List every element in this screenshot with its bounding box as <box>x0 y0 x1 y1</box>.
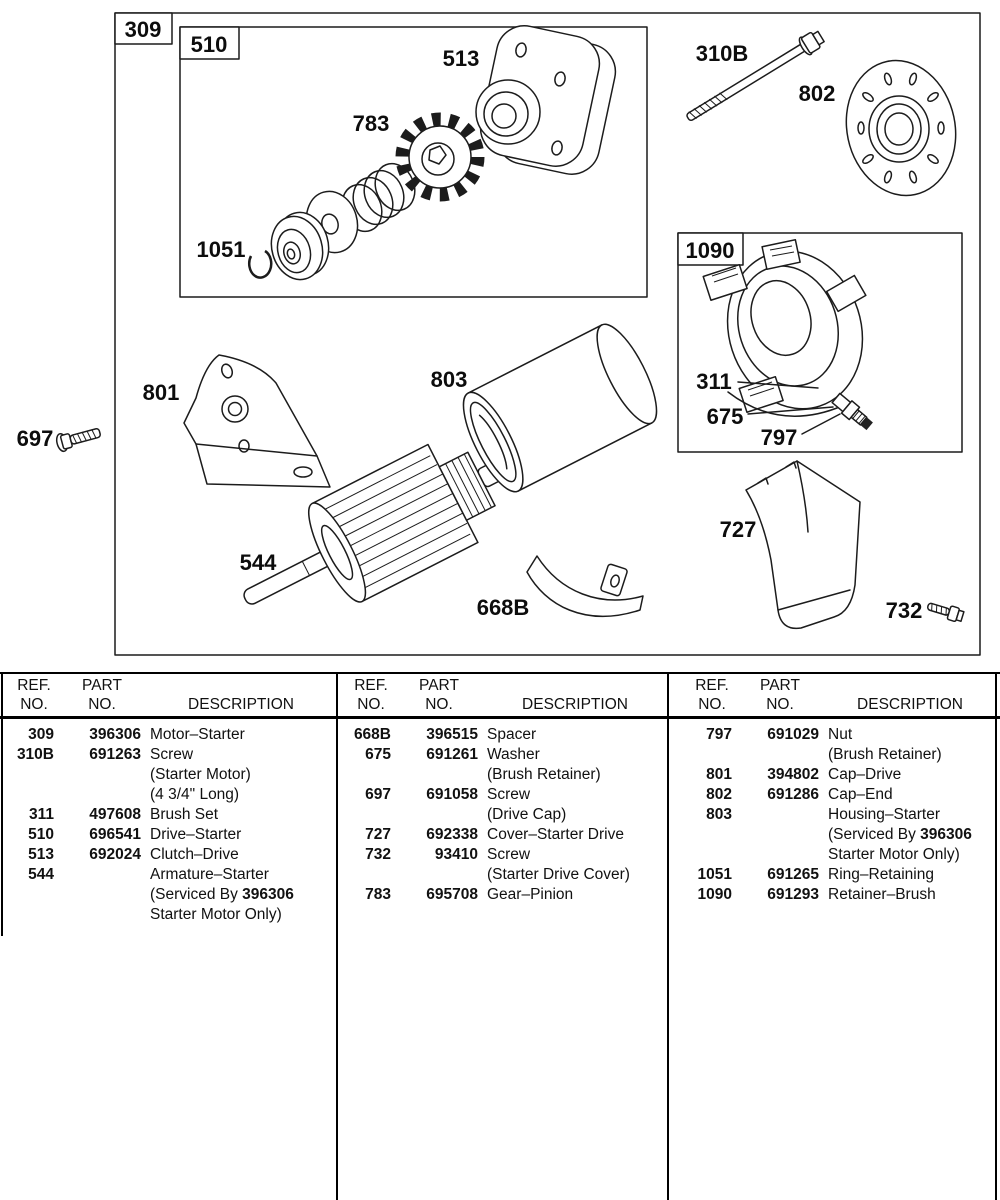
description-cell: Screw <box>150 746 194 763</box>
callout-802: 802 <box>798 81 836 106</box>
ref-no-cell <box>680 825 732 845</box>
part-header-line1: PART <box>419 677 459 694</box>
table-row <box>680 805 992 825</box>
description-cell: (Starter Motor) <box>150 766 251 783</box>
description-cell: Ring–Retaining <box>828 866 934 883</box>
callout-510: 510 <box>190 32 228 57</box>
description-cell: Nut <box>828 726 853 743</box>
table-row <box>680 885 992 905</box>
ref-no-cell: 1090 <box>697 886 732 903</box>
part-no-cell <box>63 885 141 905</box>
part-no-cell: 692024 <box>89 846 141 863</box>
callout-513: 513 <box>442 46 480 71</box>
parts-column-1 <box>2 676 332 925</box>
cap-drive-bracket-drawing <box>184 355 330 487</box>
desc-header-line1 <box>487 676 663 695</box>
description-cell: Clutch–Drive <box>150 846 239 863</box>
ref-no-cell <box>2 785 54 805</box>
leader-797 <box>802 414 840 434</box>
callout-727: 727 <box>719 517 757 542</box>
part-header-line2: NO. <box>766 696 794 713</box>
table-row-continuation <box>2 905 332 925</box>
table-right-border <box>995 672 997 1200</box>
ref-header-line2: NO. <box>698 696 726 713</box>
desc-header: DESCRIPTION <box>522 696 628 713</box>
description-cell: (Brush Retainer) <box>487 766 601 783</box>
table-row <box>339 885 663 905</box>
ref-no-cell: 544 <box>28 866 54 883</box>
retaining-ring-drawing <box>249 251 271 278</box>
clutch-drive-drawing <box>475 21 620 180</box>
description-cell: (Brush Retainer) <box>828 746 942 763</box>
ref-no-cell: 309 <box>28 726 54 743</box>
callout-732: 732 <box>885 598 923 623</box>
callout-668b: 668B <box>476 595 530 620</box>
part-no-cell <box>400 805 478 825</box>
part-no-cell: 691286 <box>767 786 819 803</box>
description-cell: (Serviced By 396306 <box>150 886 294 903</box>
table-row-continuation <box>2 765 332 785</box>
description-cell: (Drive Cap) <box>487 806 567 823</box>
table-row <box>339 785 663 805</box>
ref-no-cell: 697 <box>365 786 391 803</box>
table-separator-2 <box>667 672 669 1200</box>
ref-no-cell <box>339 865 391 885</box>
parts-column-2 <box>339 676 663 905</box>
cover-screw-drawing <box>926 599 965 623</box>
part-no-cell: 691293 <box>767 886 819 903</box>
part-no-cell <box>63 785 141 805</box>
table-row-continuation <box>2 885 332 905</box>
callout-803: 803 <box>430 367 468 392</box>
table-row-continuation <box>2 785 332 805</box>
table-row-continuation <box>680 845 992 865</box>
table-row-continuation <box>339 765 663 785</box>
description-cell: Brush Set <box>150 806 219 823</box>
part-no-cell: 692338 <box>426 826 478 843</box>
ref-no-cell: 732 <box>365 846 391 863</box>
part-no-cell: 394802 <box>767 766 819 783</box>
part-no-cell: 396515 <box>426 726 478 743</box>
part-no-cell: 695708 <box>426 886 478 903</box>
desc-header: DESCRIPTION <box>857 696 963 713</box>
description-cell: Cap–Drive <box>828 766 902 783</box>
ref-no-cell: 783 <box>365 886 391 903</box>
description-cell: Cover–Starter Drive <box>487 826 624 843</box>
table-row <box>680 865 992 885</box>
ref-header-line2: NO. <box>20 696 48 713</box>
spacer-drawing <box>527 556 643 616</box>
ref-no-cell <box>339 765 391 785</box>
ref-no-cell: 513 <box>28 846 54 863</box>
ref-header-line1: REF. <box>695 677 729 694</box>
ref-no-cell: 1051 <box>697 866 732 883</box>
ref-no-cell: 310B <box>16 746 54 763</box>
part-no-cell: 691265 <box>767 866 819 883</box>
cover-drawing <box>746 461 860 628</box>
ref-no-cell: 311 <box>28 806 54 823</box>
ref-no-cell: 727 <box>365 826 391 843</box>
part-no-cell: 497608 <box>89 806 141 823</box>
description-cell: Retainer–Brush <box>828 886 936 903</box>
table-row <box>339 745 663 765</box>
part-no-cell <box>63 765 141 785</box>
table-row-continuation <box>680 825 992 845</box>
description-cell: (Serviced By 396306 <box>828 826 972 843</box>
callout-697: 697 <box>16 426 54 451</box>
callout-544: 544 <box>239 550 277 575</box>
callout-675: 675 <box>706 404 744 429</box>
ref-no-cell: 510 <box>28 826 54 843</box>
description-cell: Cap–End <box>828 786 893 803</box>
callout-797: 797 <box>760 425 798 450</box>
column-header <box>680 676 992 716</box>
ref-header-line2: NO. <box>357 696 385 713</box>
part-no-cell <box>741 805 819 825</box>
end-cap-drawing <box>834 50 968 205</box>
callout-1090: 1090 <box>685 238 735 263</box>
table-row <box>680 765 992 785</box>
drive-cap-screw-drawing <box>55 424 102 453</box>
part-no-cell <box>63 865 141 885</box>
part-header-line1: PART <box>760 677 800 694</box>
ref-no-cell: 675 <box>365 746 391 763</box>
description-cell: Starter Motor Only) <box>828 846 960 863</box>
ref-header-line1: REF. <box>354 677 388 694</box>
ref-no-cell <box>680 845 732 865</box>
callout-1051: 1051 <box>196 237 246 262</box>
table-row-continuation <box>680 745 992 765</box>
part-no-cell: 696541 <box>89 826 141 843</box>
ref-no-cell <box>2 905 54 925</box>
callout-783: 783 <box>352 111 390 136</box>
desc-header: DESCRIPTION <box>188 696 294 713</box>
callout-310b: 310B <box>695 41 749 66</box>
parts-rows <box>339 725 663 905</box>
part-no-cell <box>400 865 478 885</box>
table-top-border <box>0 672 1000 674</box>
description-cell: Drive–Starter <box>150 826 242 843</box>
table-row <box>339 825 663 845</box>
description-cell: Washer <box>487 746 540 763</box>
table-row <box>680 725 992 745</box>
part-no-cell: 691261 <box>426 746 478 763</box>
ref-header-line1: REF. <box>17 677 51 694</box>
part-no-cell: 691058 <box>426 786 478 803</box>
part-no-cell: 396306 <box>89 726 141 743</box>
part-header-line2: NO. <box>425 696 453 713</box>
desc-header-line1 <box>150 676 332 695</box>
ref-no-cell: 801 <box>706 766 732 783</box>
table-row <box>2 825 332 845</box>
table-row-continuation <box>339 865 663 885</box>
part-no-cell: 691029 <box>767 726 819 743</box>
column-header <box>339 676 663 716</box>
parts-column-3 <box>680 676 992 905</box>
callout-801: 801 <box>142 380 180 405</box>
table-row-continuation <box>339 805 663 825</box>
description-cell: Armature–Starter <box>150 866 269 883</box>
description-cell: Spacer <box>487 726 537 743</box>
part-no-cell <box>741 825 819 845</box>
callout-309: 309 <box>124 17 162 42</box>
table-row <box>339 845 663 865</box>
desc-header-line1 <box>828 676 992 695</box>
table-row <box>2 845 332 865</box>
description-cell: Housing–Starter <box>828 806 941 823</box>
part-no-cell <box>741 745 819 765</box>
column-header <box>2 676 332 716</box>
description-cell: Motor–Starter <box>150 726 245 743</box>
part-no-cell: 93410 <box>434 846 478 863</box>
table-row <box>2 865 332 885</box>
description-cell: (4 3/4" Long) <box>150 786 240 803</box>
part-no-cell <box>63 905 141 925</box>
callout-311: 311 <box>696 369 732 394</box>
table-separator-1 <box>336 672 338 1200</box>
ref-no-cell: 803 <box>706 806 732 823</box>
ref-no-cell: 797 <box>706 726 732 743</box>
part-header-line2: NO. <box>88 696 116 713</box>
description-cell: Screw <box>487 846 531 863</box>
part-no-cell: 691263 <box>89 746 141 763</box>
part-no-cell <box>741 845 819 865</box>
ref-no-cell <box>2 765 54 785</box>
description-cell: Gear–Pinion <box>487 886 574 903</box>
table-row <box>2 725 332 745</box>
table-row <box>339 725 663 745</box>
part-header-line1: PART <box>82 677 122 694</box>
ref-no-cell: 802 <box>706 786 732 803</box>
parts-rows <box>680 725 992 905</box>
table-row <box>2 805 332 825</box>
description-cell: Starter Motor Only) <box>150 906 282 923</box>
parts-rows <box>2 725 332 925</box>
table-row <box>2 745 332 765</box>
description-cell: (Starter Drive Cover) <box>487 866 630 883</box>
ref-no-cell <box>2 885 54 905</box>
ref-no-cell: 668B <box>353 726 391 743</box>
description-cell: Screw <box>487 786 531 803</box>
ref-no-cell <box>680 745 732 765</box>
table-row <box>680 785 992 805</box>
part-no-cell <box>400 765 478 785</box>
ref-no-cell <box>339 805 391 825</box>
